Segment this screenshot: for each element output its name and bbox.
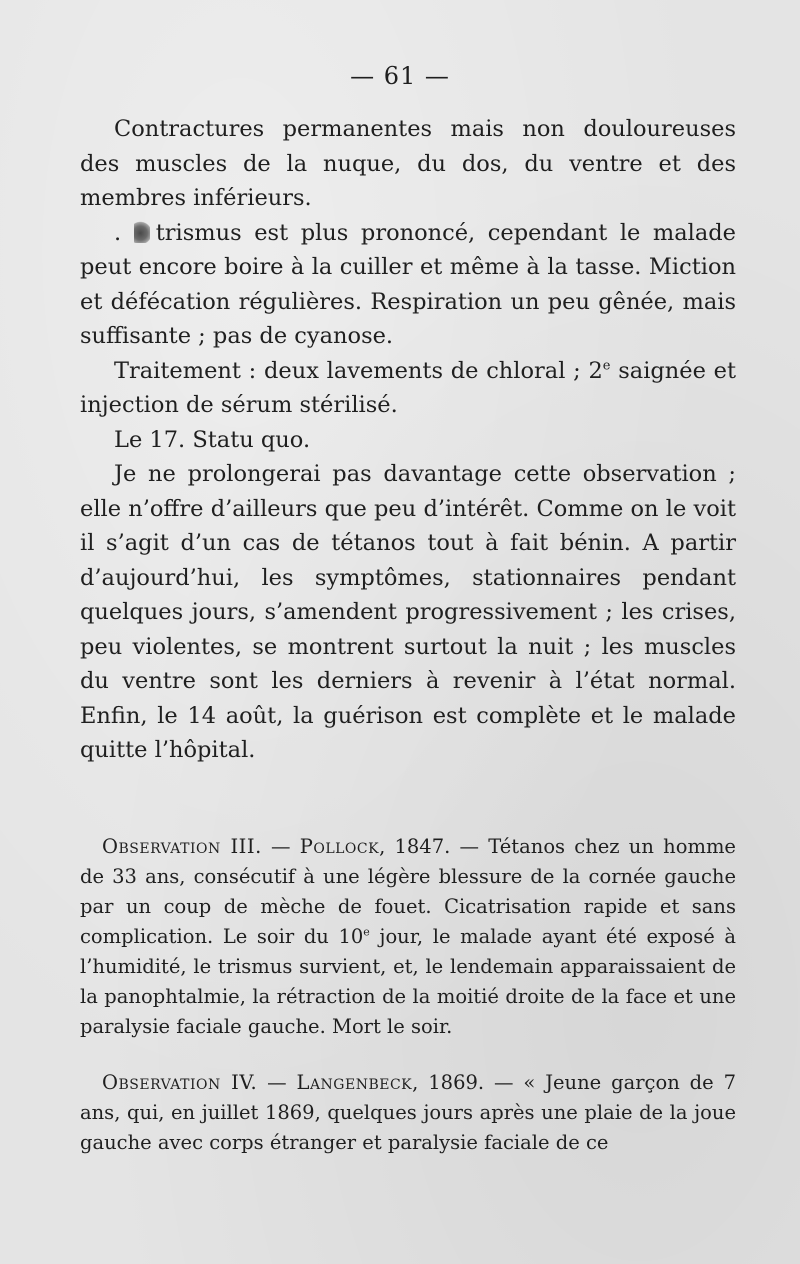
observation-4-text: « Jeune garçon de 7 ans, qui, en juillet 1869, quelques jours après une plaie de la joue gauche avec corps étranger et paralysie faciale de ce — [80, 1071, 736, 1154]
observation-3-text-start: Tétanos chez un homme de 33 ans, consécutif à une légère blessure de la cornée gauche par un coup de mèche de fouet. Cicatrisation rapide et sans complication. Le soir du 10 — [80, 835, 736, 948]
traitement-text-end: saignée et injection de sérum stérilisé. — [80, 357, 737, 418]
paragraph-trismus — [80, 216, 736, 354]
paragraph-statu-quo: Le 17. Statu quo. — [114, 426, 311, 453]
observation-3-author: Pollock — [299, 835, 380, 858]
observation-4-sep: — — [257, 1071, 297, 1094]
observation-4 — [80, 1068, 736, 1158]
main-text — [80, 112, 736, 768]
observation-3-heading: Observation III. — [102, 835, 262, 858]
paragraph-contractures: Contractures permanentes mais non douloureuses des muscles de la nuque, du dos, du ventre et des membres inférieurs. — [80, 116, 736, 211]
superscript: e — [363, 925, 370, 939]
observation-3-text-end: jour, le malade ayant été exposé à l’humidité, le trismus survient, et, le lendemain apparaissaient de la panophtalmie, la rétraction de la moitié droite de la face et une paralysie faciale gauche. Mort le soir. — [80, 925, 737, 1038]
observation-3-paragraph — [80, 832, 736, 1042]
paragraph-trismus-text: trismus est plus prononcé, cependant le malade peut encore boire à la cuiller et même à la tasse. Miction et défécation régulières. Respiration un peu gênée, mais suffisante ; pas de cyanose. — [80, 219, 736, 349]
superscript: e — [602, 358, 611, 373]
traitement-text-start: Traitement : deux lavements de chloral ; 2 — [114, 357, 603, 384]
paragraph-lead: . — [114, 219, 134, 246]
observation-3-year: , 1847. — — [379, 835, 489, 858]
page-number: — 61 — — [350, 62, 450, 90]
paragraph-traitement — [80, 354, 736, 423]
observation-3-sep: — — [261, 835, 300, 858]
observation-4-paragraph — [80, 1068, 736, 1158]
observation-4-heading: Observation IV. — [102, 1071, 258, 1094]
observation-4-year: , 1869. — — [412, 1071, 524, 1094]
paragraph-conclusion: Je ne prolongerai pas davantage cette observation ; elle n’offre d’ailleurs que peu d’intérêt. Comme on le voit il s’agit d’un cas de tétanos tout à fait bénin. A partir d’aujourd’hui, les symptômes, stationnaires pendant quelques jours, s’amendent progressivement ; les crises, peu violentes, se montrent surtout la nuit ; les muscles du ventre sont les derniers à revenir à l’état normal. Enfin, le 14 août, la guérison est complète et le malade quitte l’hôpital. — [80, 461, 736, 763]
observation-4-author: Langenbeck — [296, 1071, 413, 1094]
observation-3 — [80, 832, 736, 1042]
ink-blot-icon — [134, 221, 150, 243]
